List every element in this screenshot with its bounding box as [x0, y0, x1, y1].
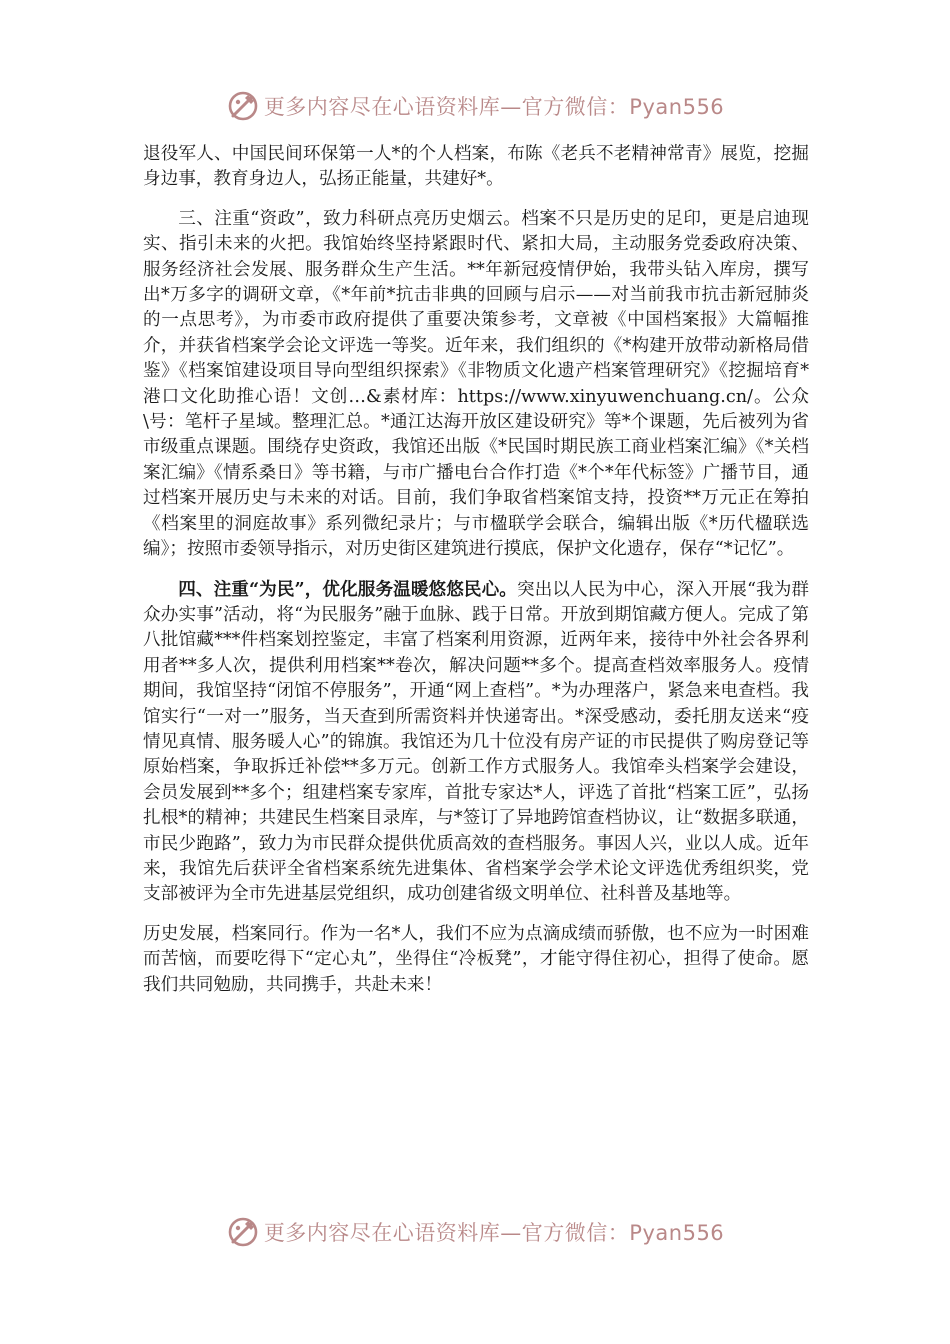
- section-heading: 四、注重“为民”，优化服务温暖悠悠民心。: [178, 578, 517, 600]
- paragraph-text: 三、注重“资政”，致力科研点亮历史烟云。档案不只是历史的足印，更是启迪现实、指引未来的火把。我馆始终坚持紧跟时代、紧扣大局，主动服务党委政府决策、服务经济社会发展、服务群众生产生活。**年新冠疫情伊始，我带头钻入库房，撰写出*万多字的调研文章，《*年前*抗击非典的回顾与启示——对当前我市抗击新冠肺炎的一点思考》，为市委市政府提供了重要决策参考，文章被《中国档案报》大篇幅推介，并获省档案学会论文评选一等奖。近年来，我们组织的《*构建开放带动新格局借鉴》《档案馆建设项目导向型组织探索》《非物质文化遗产档案管理研究》《挖掘培育*港口文化助推心语！文创…&素材库：https://www.xinyuwenchuang.cn/。公众\号：笔杆子星域。整理汇总。*通江达海开放区建设研究》等*个课题，先后被列为省市级重点课题。围绕存史资政，我馆还出版《*民国时期民族工商业档案汇编》《*关档案汇编》《情系桑日》等书籍，与市广播电台合作打造《*个*年代标签》广播节目，通过档案开展历史与未来的对话。目前，我们争取省档案馆支持，投资**万元正在筹拍《档案里的洞庭故事》系列微纪录片；与市楹联学会联合，编辑出版《*历代楹联选编》；按照市委领导指示，对历史街区建筑进行摸底，保护文化遗存，保存“*记忆”。: [143, 208, 809, 560]
- paragraph-text: 突出以人民为中心，深入开展“我为群众办实事”活动，将“为民服务”融于血脉、践于日常。开放到期馆藏方便人。完成了第八批馆藏***件档案划控鉴定，丰富了档案利用资源，近两年来，接待中外社会各界利用者**多人次，提供利用档案**卷次，解决问题**多个。提高查档效率服务人。疫情期间，我馆坚持“闭馆不停服务”，开通“网上查档”。*为办理落户，紧急来电查档。我馆实行“一对一”服务，当天查到所需资料并快递寄出。*深受感动，委托朋友送来“疫情见真情、服务暖人心”的锦旗。我馆还为几十位没有房产证的市民提供了购房登记等原始档案，争取拆迁补偿**多万元。创新工作方式服务人。我馆牵头档案学会建设，会员发展到**多个；组建档案专家库，首批专家达*人，评选了首批“档案工匠”，弘扬扎根*的精神；共建民生档案目录库，与*签订了异地跨馆查档协议，让“数据多联通，市民少跑路”，致力为市民群众提供优质高效的查档服务。事因人兴，业以人成。近年来，我馆先后获评全省档案系统先进集体、省档案学会学术论文评选优秀组织奖，党支部被评为全市先进基层党组织，成功创建省级文明单位、社科普及基地等。: [143, 579, 809, 905]
- header-watermark: [0, 86, 950, 126]
- paragraph-section-four: [143, 577, 809, 908]
- document-body: [143, 142, 809, 1012]
- watermark-text: 更多内容尽在心语资料库—官方微信：Pyan556: [263, 1221, 725, 1245]
- paragraph-text: 退役军人、中国民间环保第一人*的个人档案，布陈《老兵不老精神常青》展览，挖掘身边事，教育身边人，弘扬正能量，共建好*。: [143, 144, 809, 190]
- paragraph-closing: [143, 922, 809, 998]
- footer-watermark: [0, 1212, 950, 1252]
- paragraph-continuation: [143, 142, 809, 193]
- pen-circle-logo-icon: [226, 1215, 260, 1249]
- paragraph-text: 历史发展，档案同行。作为一名*人，我们不应为点滴成绩而骄傲，也不应为一时困难而苦恼，而要吃得下“定心丸”，坐得住“冷板凳”，才能守得住初心，担得了使命。愿我们共同勉励，共同携手，共赴未来！: [143, 923, 809, 995]
- paragraph-section-three: [143, 207, 809, 563]
- watermark-text: 更多内容尽在心语资料库—官方微信：Pyan556: [263, 95, 725, 119]
- pen-circle-logo-icon: [226, 89, 260, 123]
